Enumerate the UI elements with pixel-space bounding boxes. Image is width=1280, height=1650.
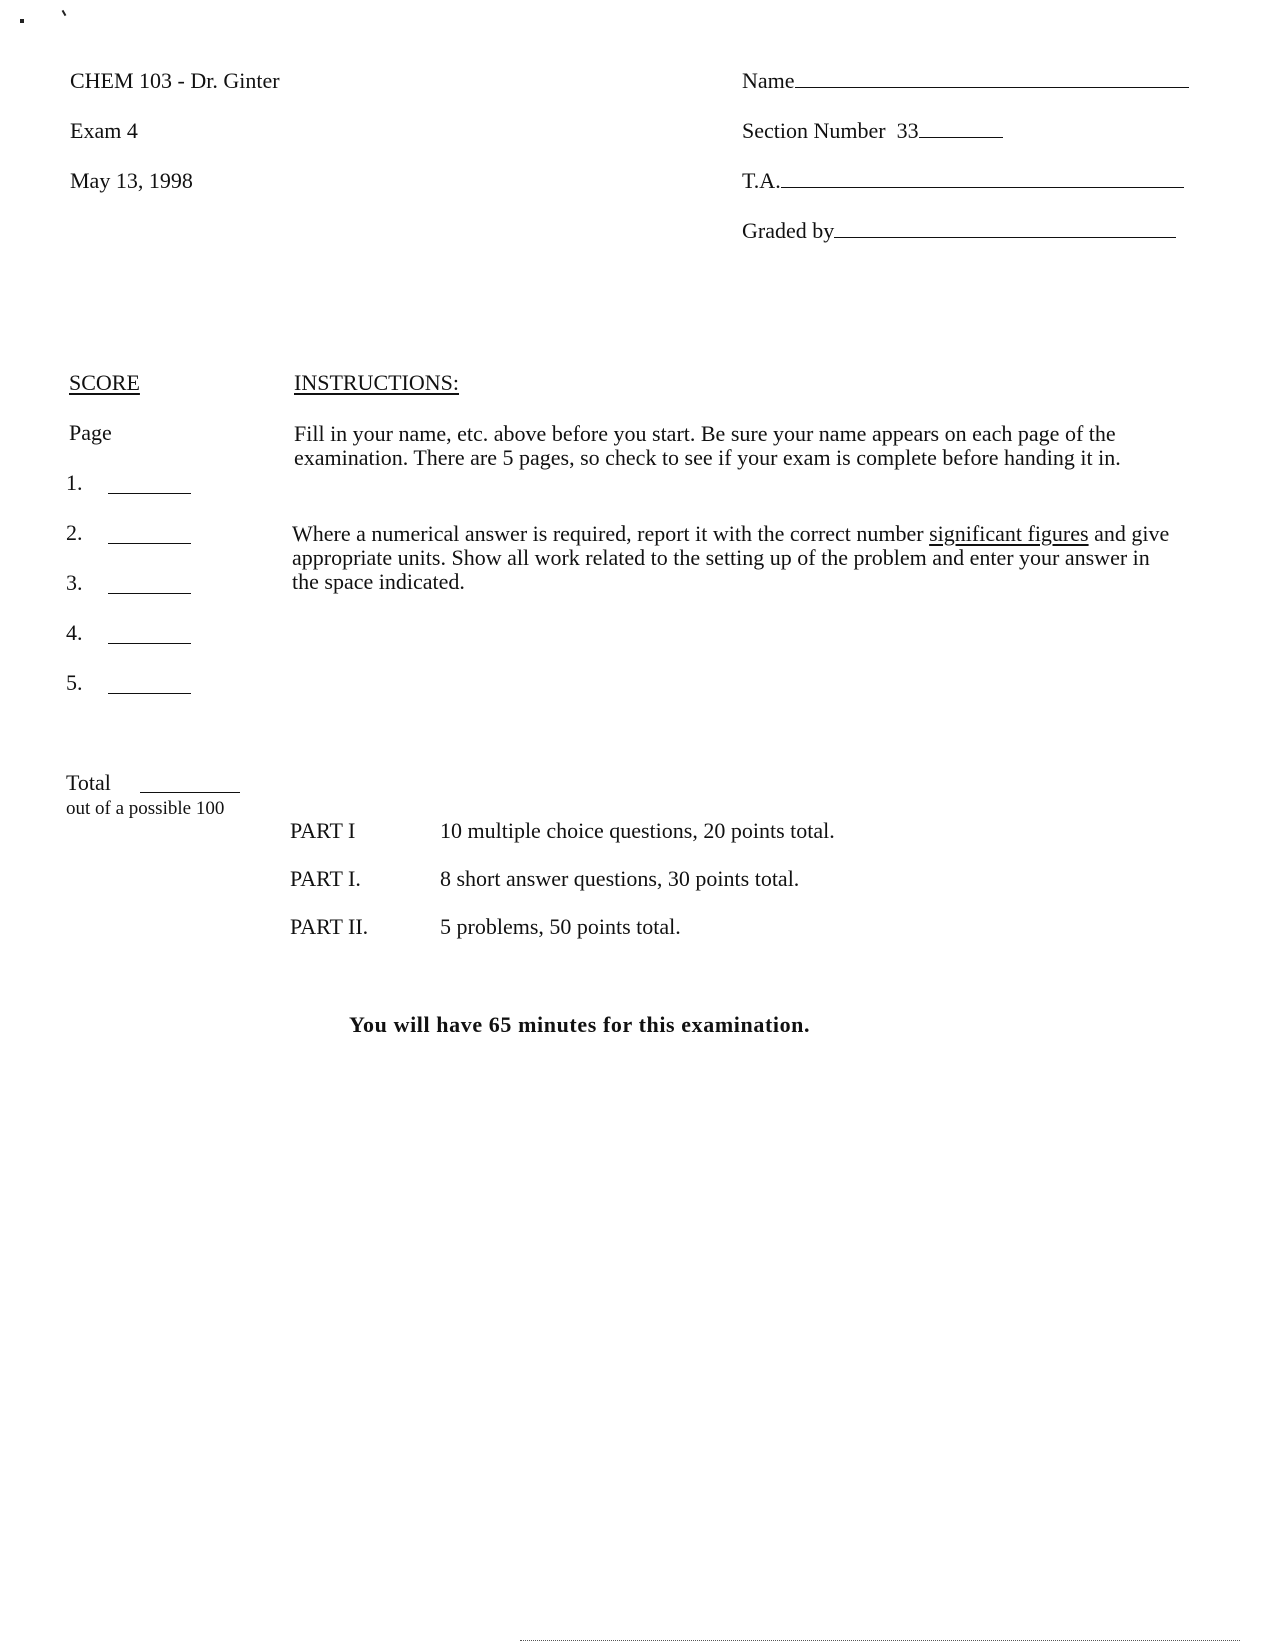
score-blank[interactable] (108, 675, 191, 694)
score-blank[interactable] (108, 625, 191, 644)
name-blank[interactable] (795, 69, 1189, 88)
section-blank[interactable] (919, 119, 1003, 138)
section-value: 33 (896, 118, 919, 143)
scan-noise (520, 1640, 1240, 1641)
score-blank[interactable] (108, 475, 191, 494)
total-label: Total (66, 770, 111, 795)
score-row-number: 3. (66, 570, 83, 595)
section-label: Section Number (742, 118, 886, 143)
part-description: 8 short answer questions, 30 points total. (440, 866, 800, 891)
section-field[interactable] (742, 118, 1003, 144)
part-description: 5 problems, 50 points total. (440, 914, 681, 939)
score-row-number: 2. (66, 520, 83, 545)
part-label: PART I (290, 818, 356, 843)
course-title: CHEM 103 - Dr. Ginter (70, 68, 280, 93)
score-row-number: 4. (66, 620, 83, 645)
scan-speck (20, 19, 24, 23)
name-field[interactable] (742, 68, 1189, 94)
instructions-paragraph-1: Fill in your name, etc. above before you start. Be sure your name appears on each page of the examination. There are 5 pages, so check to see if your exam is complete before handing it in. (294, 421, 1121, 470)
instructions-text: Where a numerical answer is required, report it with the correct number (292, 521, 930, 546)
ta-field[interactable] (742, 168, 1184, 194)
exam-title: Exam 4 (70, 118, 138, 143)
graded-by-blank[interactable] (834, 219, 1176, 238)
score-row (66, 520, 83, 546)
score-heading: SCORE (69, 370, 140, 395)
instructions-text: and give appropriate units. Show all work related to the setting up of the problem and enter your answer in the space indicated. (292, 521, 1170, 594)
score-blank[interactable] (108, 525, 191, 544)
score-row (66, 470, 83, 496)
time-limit-note: You will have 65 minutes for this examination. (349, 1012, 811, 1037)
score-row (66, 570, 83, 596)
total-blank[interactable] (140, 774, 240, 793)
score-row-number: 1. (66, 470, 83, 495)
ta-label: T.A. (742, 168, 781, 193)
graded-by-field[interactable] (742, 218, 1176, 244)
page-label: Page (69, 420, 112, 445)
graded-by-label: Graded by (742, 218, 835, 243)
score-blank[interactable] (108, 575, 191, 594)
instructions-paragraph-2 (292, 522, 1172, 594)
part-label: PART I. (290, 866, 361, 891)
instructions-heading: INSTRUCTIONS: (294, 370, 460, 395)
scan-speck (62, 10, 67, 16)
significant-figures-text: significant figures (929, 521, 1089, 546)
total-note: out of a possible 100 (66, 798, 225, 819)
score-row (66, 620, 83, 646)
exam-date: May 13, 1998 (70, 168, 193, 193)
part-description: 10 multiple choice questions, 20 points total. (440, 818, 835, 843)
part-label: PART II. (290, 914, 369, 939)
ta-blank[interactable] (781, 169, 1184, 188)
name-label: Name (742, 68, 795, 93)
score-row (66, 670, 83, 696)
score-row-number: 5. (66, 670, 83, 695)
